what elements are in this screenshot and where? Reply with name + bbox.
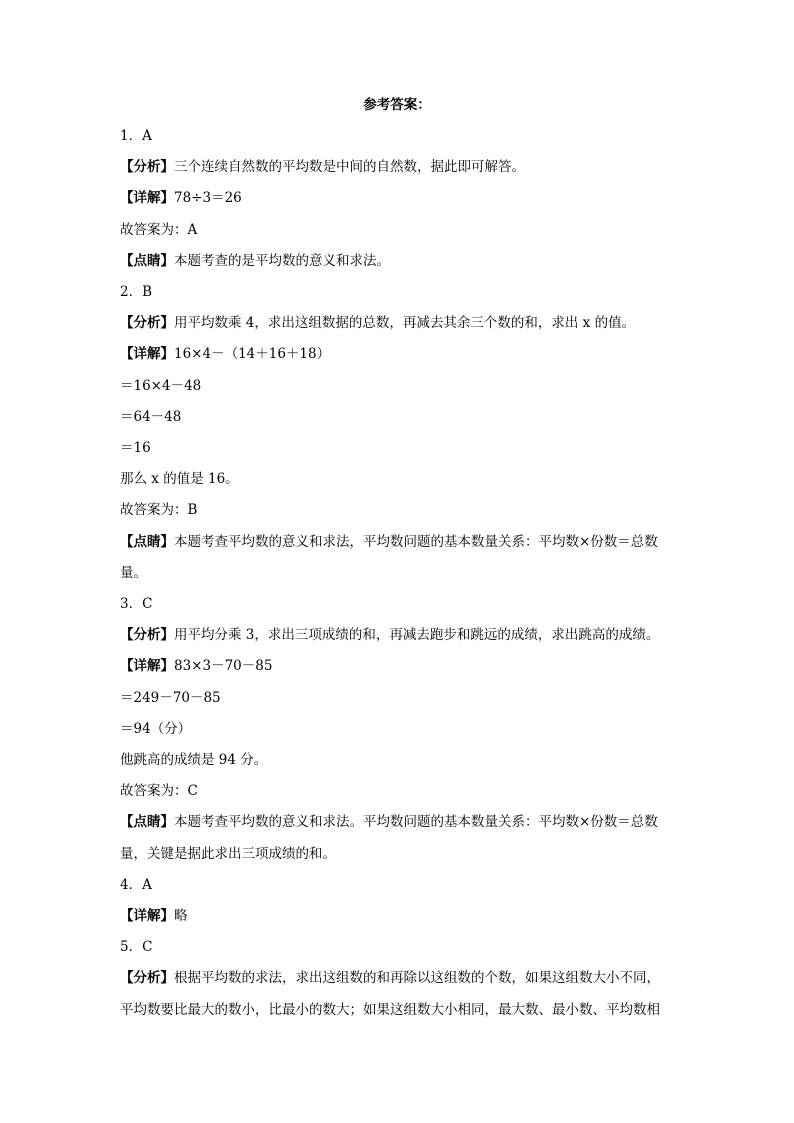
text-line: [120, 655, 680, 677]
line-text: 故答案为：A: [120, 221, 198, 238]
section-tag: 【详解】: [120, 190, 174, 207]
text-line: [120, 905, 680, 927]
text-line: [120, 250, 680, 272]
line-text: 5．C: [120, 939, 153, 956]
text-line: [120, 499, 680, 521]
text-line: [120, 281, 680, 303]
line-text: ＝16: [120, 440, 151, 456]
text-line: [120, 156, 680, 178]
line-text: 那么 x 的值是 16。: [120, 471, 239, 488]
text-line: [120, 624, 680, 646]
text-line: [120, 811, 680, 833]
line-text: 78÷3＝26: [174, 190, 242, 207]
line-text: 用平均分乘 3，求出三项成绩的和，再减去跑步和跳远的成绩，求出跳高的成绩。: [174, 627, 660, 644]
text-line: [120, 468, 680, 490]
line-text: 量，关键是据此求出三项成绩的和。: [120, 845, 336, 862]
text-line: [120, 718, 680, 740]
line-text: 1．A: [120, 128, 152, 144]
line-text: 根据平均数的求法，求出这组数的和再除以这组数的个数，如果这组数大小不同，: [174, 970, 660, 987]
line-text: 16×4－（14＋16＋18）: [174, 346, 331, 363]
text-line: [120, 874, 680, 896]
text-line: [120, 219, 680, 241]
line-text: 故答案为：B: [120, 502, 198, 519]
line-text: 本题考查平均数的意义和求法。平均数问题的基本数量关系：平均数×份数＝总数: [174, 814, 658, 831]
line-text: ＝16×4－48: [120, 377, 202, 394]
text-line: [120, 749, 680, 771]
section-tag: 【分析】: [120, 627, 174, 644]
section-tag: 【分析】: [120, 315, 174, 332]
text-line: [120, 343, 680, 365]
text-line: [120, 375, 680, 397]
line-text: 4．A: [120, 876, 152, 893]
line-text: 略: [174, 908, 188, 924]
line-text: ＝249－70－85: [120, 689, 221, 706]
page-title: 参考答案：: [363, 97, 431, 113]
text-line: [120, 562, 680, 584]
line-text: 他跳高的成绩是 94 分。: [120, 752, 268, 768]
text-line: [120, 406, 680, 428]
line-text: 量。: [120, 564, 147, 581]
section-tag: 【分析】: [120, 159, 174, 176]
text-line: [120, 593, 680, 615]
text-line: [120, 780, 680, 802]
line-text: 3．C: [120, 596, 153, 612]
line-text: 本题考查的是平均数的意义和求法。: [174, 252, 390, 269]
line-text: ＝94（分）: [120, 720, 192, 737]
line-text: 用平均数乘 4，求出这组数据的总数，再减去其余三个数的和，求出 x 的值。: [174, 315, 636, 332]
text-line: [120, 437, 680, 459]
text-line: [120, 967, 680, 989]
line-text: ＝64－48: [120, 408, 182, 425]
text-line: [120, 125, 680, 147]
line-text: 本题考查平均数的意义和求法，平均数问题的基本数量关系：平均数×份数＝总数: [174, 533, 658, 550]
text-line: [120, 936, 680, 958]
text-line: [120, 687, 680, 709]
section-tag: 【分析】: [120, 970, 174, 987]
line-text: 三个连续自然数的平均数是中间的自然数，据此即可解答。: [174, 159, 525, 176]
line-text: 83×3－70－85: [174, 658, 273, 675]
text-line: [120, 843, 680, 865]
text-line: [120, 187, 680, 209]
text-line: [120, 999, 680, 1021]
text-line: [120, 312, 680, 334]
line-text: 2．B: [120, 284, 153, 300]
section-tag: 【详解】: [120, 346, 174, 363]
section-tag: 【详解】: [120, 658, 174, 675]
section-tag: 【点睛】: [120, 533, 174, 550]
section-tag: 【点睛】: [120, 252, 174, 269]
line-text: 平均数要比最大的数小，比最小的数大；如果这组数大小相同，最大数、最小数、平均数相: [120, 1001, 660, 1018]
section-tag: 【点睛】: [120, 814, 174, 831]
text-line: [120, 531, 680, 553]
section-tag: 【详解】: [120, 908, 174, 924]
line-text: 故答案为：C: [120, 783, 198, 800]
